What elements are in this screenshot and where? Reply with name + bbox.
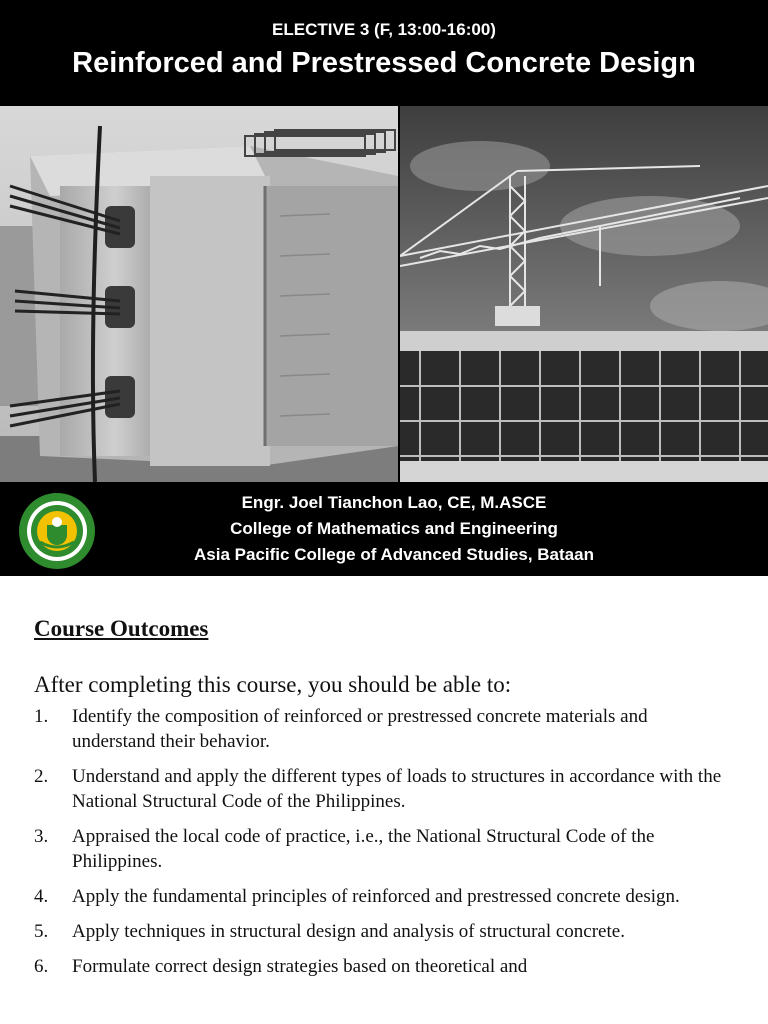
item-text: Apply techniques in structural design and analysis of structural concrete.	[72, 921, 625, 942]
cover-photos	[0, 106, 768, 482]
instructor-banner	[0, 482, 768, 576]
list-item	[34, 884, 734, 909]
item-text: Appraised the local code of practice, i.e., the National Structural Code of the Philippines.	[72, 826, 655, 872]
instructor-name: Engr. Joel Tianchon Lao, CE, M.ASCE	[241, 493, 547, 512]
list-item	[34, 954, 734, 979]
institution-name: Asia Pacific College of Advanced Studies, Bataan	[194, 545, 594, 564]
section-heading: Course Outcomes	[34, 616, 209, 641]
title-header	[0, 0, 768, 106]
college-seal-logo	[18, 492, 96, 575]
elective-label: ELECTIVE 3 (F, 13:00-16:00)	[272, 20, 496, 39]
item-text: Identify the composition of reinforced or prestressed concrete materials and understand their behavior.	[72, 706, 648, 752]
outcomes-list	[34, 704, 734, 979]
item-text: Formulate correct design strategies based on theoretical and	[72, 956, 528, 977]
crane-construction-photo	[400, 106, 768, 482]
item-number: 3.	[34, 826, 49, 847]
item-number: 1.	[34, 706, 49, 727]
course-title: Reinforced and Prestressed Concrete Design	[72, 47, 696, 79]
list-item	[34, 919, 734, 944]
item-text: Apply the fundamental principles of reinforced and prestressed concrete design.	[72, 886, 680, 907]
item-number: 2.	[34, 766, 49, 787]
intro-sentence: After completing this course, you should be able to:	[34, 672, 512, 697]
item-number: 5.	[34, 921, 49, 942]
college-name: College of Mathematics and Engineering	[230, 519, 558, 538]
course-outcomes-section	[0, 576, 768, 979]
item-number: 4.	[34, 886, 49, 907]
list-item	[34, 764, 734, 814]
item-number: 6.	[34, 956, 49, 977]
list-item	[34, 824, 734, 874]
item-text: Understand and apply the different types of loads to structures in accordance with the National Structural Code of the Philippines.	[72, 766, 722, 812]
list-item	[34, 704, 734, 754]
precast-girder-photo	[0, 106, 398, 482]
